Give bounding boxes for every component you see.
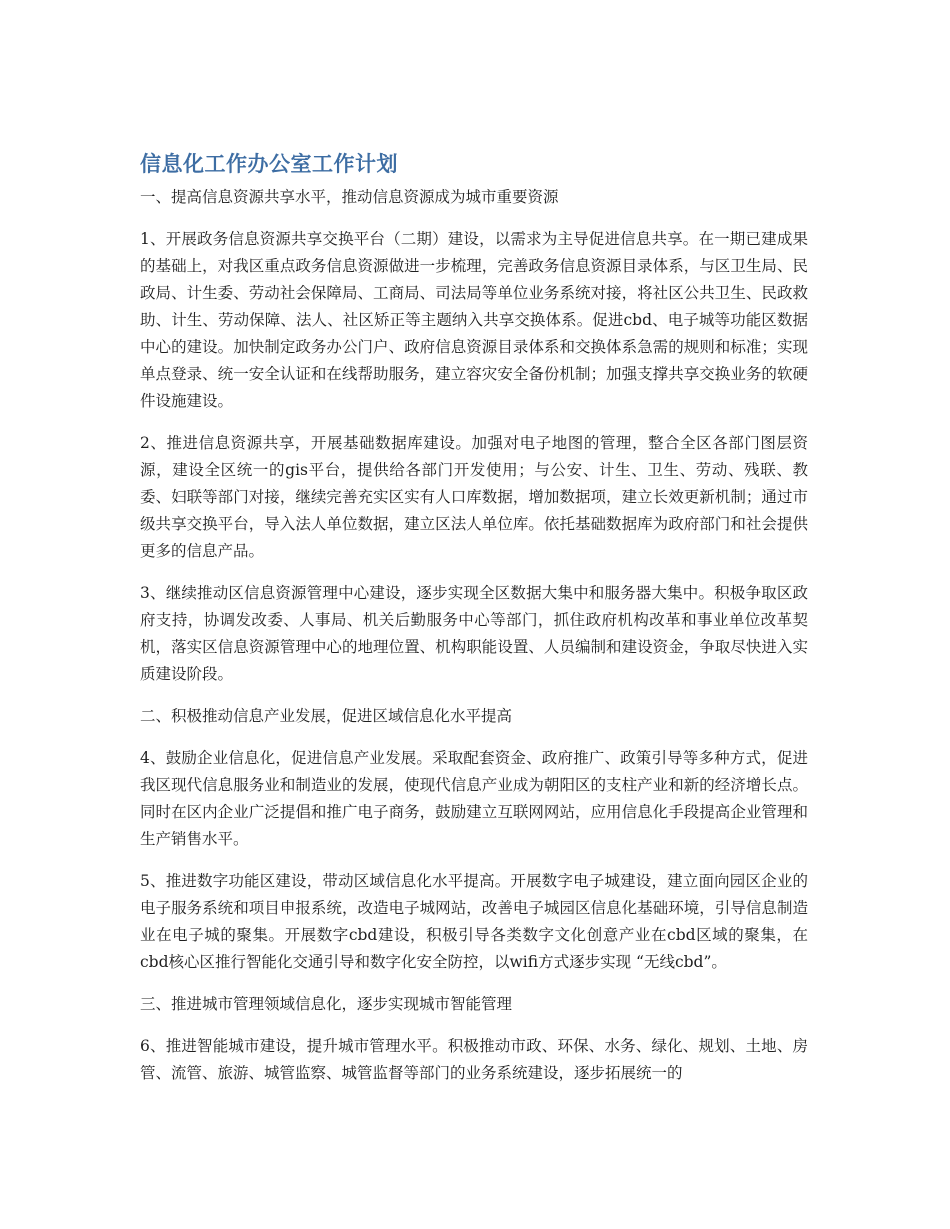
paragraph-5: 5、推进数字功能区建设，带动区域信息化水平提高。开展数字电子城建设，建立面向园区企业的电子服务系统和项目申报系统，改造电子城网站，改善电子城园区信息化基础环境，引导信息制造业在电子城的聚集。开展数字cbd建设，积极引导各类数字文化创意产业在cbd区域的聚集，在cbd核心区推行智能化交通引导和数字化安全防控，以wifi方式逐步实现 “无线cbd”。 [140, 872, 808, 971]
paragraph-3: 3、继续推动区信息资源管理中心建设，逐步实现全区数据大集中和服务器大集中。积极争取区政府支持，协调发改委、人事局、机关后勤服务中心等部门，抓住政府机构改革和事业单位改革契机，落实区信息资源管理中心的地理位置、机构职能设置、人员编制和建设资金，争取尽快进入实质建设阶段。 [140, 584, 808, 683]
paragraph-4: 4、鼓励企业信息化，促进信息产业发展。采取配套资金、政府推广、政策引导等多种方式，促进我区现代信息服务业和制造业的发展，使现代信息产业成为朝阳区的支柱产业和新的经济增长点。同时在区内企业广泛提倡和推广电子商务，鼓励建立互联网网站，应用信息化手段提高企业管理和生产销售水平。 [140, 749, 808, 848]
section-heading-2: 二、积极推动信息产业发展，促进区域信息化水平提高 [140, 707, 513, 725]
document-title: 信息化工作办公室工作计划 [140, 152, 398, 176]
document-page [140, 148, 808, 1087]
paragraph-1: 1、开展政务信息资源共享交换平台（二期）建设，以需求为主导促进信息共享。在一期已建成果的基础上，对我区重点政务信息资源做进一步梳理，完善政务信息资源目录体系，与区卫生局、民政局、计生委、劳动社会保障局、工商局、司法局等单位业务系统对接，将社区公共卫生、民政救助、计生、劳动保障、法人、社区矫正等主题纳入共享交换体系。促进cbd、电子城等功能区数据中心的建设。加快制定政务办公门户、政府信息资源目录体系和交换体系急需的规则和标准；实现单点登录、统一安全认证和在线帮助服务，建立容灾安全备份机制；加强支撑共享交换业务的软硬件设施建设。 [140, 230, 808, 410]
section-heading-1: 一、提高信息资源共享水平，推动信息资源成为城市重要资源 [140, 188, 559, 206]
paragraph-6: 6、推进智能城市建设，提升城市管理水平。积极推动市政、环保、水务、绿化、规划、土地、房管、流管、旅游、城管监察、城管监督等部门的业务系统建设，逐步拓展统一的 [140, 1037, 808, 1082]
section-heading-3: 三、推进城市管理领域信息化，逐步实现城市智能管理 [140, 995, 513, 1013]
paragraph-2: 2、推进信息资源共享，开展基础数据库建设。加强对电子地图的管理，整合全区各部门图层资源，建设全区统一的gis平台，提供给各部门开发使用；与公安、计生、卫生、劳动、残联、教委、妇联等部门对接，继续完善充实区实有人口库数据，增加数据项，建立长效更新机制；通过市级共享交换平台，导入法人单位数据，建立区法人单位库。依托基础数据库为政府部门和社会提供更多的信息产品。 [140, 434, 808, 560]
